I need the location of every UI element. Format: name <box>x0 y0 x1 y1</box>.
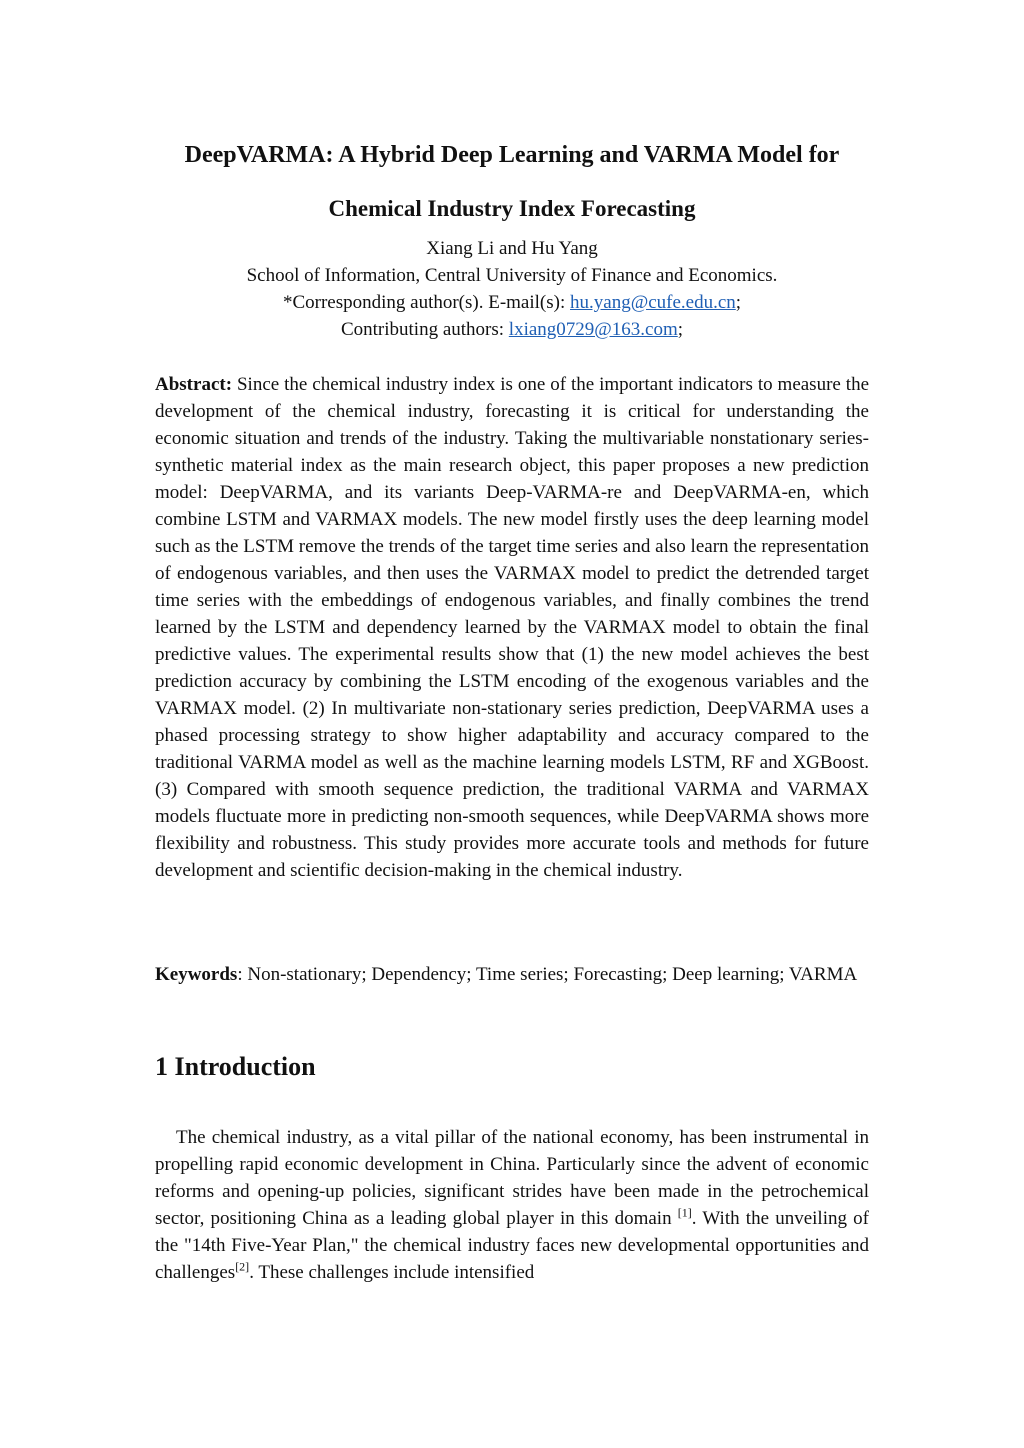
keywords-text: : Non-stationary; Dependency; Time series; Forecasting; Deep learning; VARMA <box>237 964 858 985</box>
corresponding-author-line <box>95 292 929 314</box>
contributing-suffix: ; <box>677 319 684 340</box>
citation-1: [1] <box>677 1205 692 1220</box>
corresponding-email-link[interactable]: hu.yang@cufe.edu.cn <box>570 292 736 313</box>
contributing-email-link[interactable]: lxiang0729@163.com <box>508 319 678 340</box>
introduction-paragraph <box>155 1124 869 1286</box>
intro-text-part-2: . With the unveiling of the "14th Five-Year Plan," the chemical industry faces new developmental opportunities and challenges <box>155 1208 869 1283</box>
contributing-label: Contributing authors: <box>340 319 509 340</box>
abstract-text: Since the chemical industry index is one of the important indicators to measure the development of the chemical industry, forecasting it is critical for understanding the economic situation and trends of the industry. Taking the multivariable nonstationary series-synthetic material index as the main research object, this paper proposes a new prediction model: DeepVARMA, and its variants Deep-VARMA-re and DeepVARMA-en, which combine LSTM and VARMAX models. The new model firstly uses the deep learning model such as the LSTM remove the trends of the target time series and also learn the representation of endogenous variables, and then uses the VARMAX model to predict the detrended target time series with the embeddings of endogenous variables, and finally combines the trend learned by the LSTM and dependency learned by the VARMAX model to obtain the final predictive values. The experimental results show that (1) the new model achieves the best prediction accuracy by combining the LSTM encoding of the exogenous variables and the VARMAX model. (2) In multivariate non-stationary series prediction, DeepVARMA uses a phased processing strategy to show higher adaptability and accuracy compared to the traditional VARMA model as well as the machine learning models LSTM, RF and XGBoost. (3) Compared with smooth sequence prediction, the traditional VARMA and VARMAX models fluctuate more in predicting non-smooth sequences, while DeepVARMA shows more flexibility and robustness. This study provides more accurate tools and methods for future development and scientific decision-making in the chemical industry. <box>155 374 869 881</box>
contributing-author-line <box>95 319 929 341</box>
abstract-paragraph <box>155 371 869 884</box>
author-names: Xiang Li and Hu Yang <box>426 238 598 259</box>
keywords-paragraph <box>155 961 869 988</box>
section-heading-introduction: 1 Introduction <box>155 1052 316 1081</box>
affiliation: School of Information, Central University of Finance and Economics. <box>246 265 778 286</box>
citation-2: [2] <box>235 1259 250 1274</box>
keywords-label: Keywords <box>155 964 238 985</box>
paper-title-line-2: Chemical Industry Index Forecasting <box>328 196 696 221</box>
paper-title-line-1: DeepVARMA: A Hybrid Deep Learning and VARMA Model for <box>184 142 840 168</box>
corresponding-label: *Corresponding author(s). E-mail(s): <box>282 292 571 313</box>
intro-text-part-3: . These challenges include intensified <box>249 1262 535 1283</box>
abstract-label: Abstract: <box>155 374 233 395</box>
intro-text-part-1: The chemical industry, as a vital pillar of the national economy, has been instrumental in propelling rapid economic development in China. Particularly since the advent of economic reforms and opening-up policies, significant strides have been made in the petrochemical sector, positioning China as a leading global player in this domain <box>155 1127 869 1229</box>
corresponding-suffix: ; <box>735 292 742 313</box>
